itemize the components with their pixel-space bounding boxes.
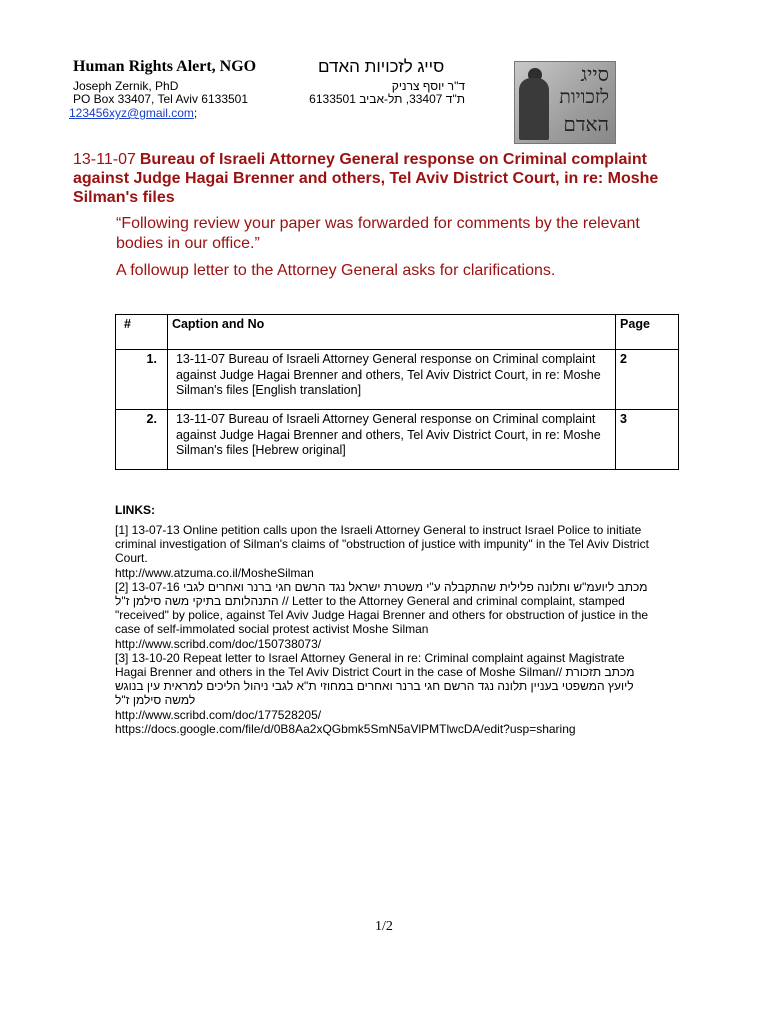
row-page: 2 — [616, 350, 679, 410]
row-num: 2. — [116, 410, 168, 470]
org-name-hebrew: סייג לזכויות האדם — [318, 57, 445, 76]
link-entry-2-url[interactable]: http://www.scribd.com/doc/150738073/ — [115, 636, 322, 651]
link-entry-2-hebrew: מכתב ליועמ"ש ותלונה פלילית שהתקבלה ע"י משטרת ישראל נגד הרשם חגי ברנר ואחרים לגבי התנהלותם בתיקי משה סילמן ז"ל — [115, 579, 648, 609]
headline-text: Bureau of Israeli Attorney General response on Criminal complaint against Judge Hagai Brenner and others, Tel Aviv District Court, in re: Moshe Silman's files — [73, 151, 659, 206]
link-entry-3-url-2[interactable]: https://docs.google.com/file/d/0B8Aa2xQGbmk5SmN5aVlPMTlwcDA/edit?usp=sharing — [115, 721, 576, 736]
org-logo — [514, 61, 616, 144]
row-page: 3 — [616, 410, 679, 470]
link-entry-1-url[interactable]: http://www.atzuma.co.il/MosheSilman — [115, 565, 314, 580]
table-header-row — [116, 315, 679, 350]
org-name-english: Human Rights Alert, NGO — [73, 58, 257, 75]
email-suffix: ; — [193, 106, 198, 120]
row-caption: 13-11-07 Bureau of Israeli Attorney General response on Criminal complaint against Judge Hagai Brenner and others, Tel Aviv District Court, in re: Moshe Silman's files [English translation] — [167, 350, 615, 410]
row-num: 1. — [116, 350, 168, 410]
contents-table — [115, 314, 679, 470]
headline-date: 13-11-07 — [73, 151, 136, 168]
email-link[interactable]: 123456xyz@gmail.com — [69, 106, 194, 120]
header-page: Page — [616, 315, 679, 350]
email-line — [69, 106, 197, 120]
header-num: # — [116, 315, 168, 350]
link-entry-2-text: // Letter to the Attorney General and criminal complaint, stamped "received" by police, against Tel Aviv Judge Hagai Brenner and others for obstruction of justice in the case of self-immolated social protest activist Moshe Silman — [115, 594, 649, 637]
quote-text: “Following review your paper was forwarded for comments by the relevant bodies in our office.” — [116, 215, 640, 252]
link-entry-3-text: [3] 13-10-20 Repeat letter to Israel Attorney General in re: Criminal complaint against Magistrate Hagai Brenner and others in the Tel Aviv District Court in the case of Moshe Silman// — [115, 650, 625, 680]
table-row — [116, 350, 679, 410]
link-entry-3-hebrew: מכתב תזכורת ליועץ המשפטי בעניין תלונה נגד הרשם חגי ברנר ואחרים במחוזי ת"א לגבי ניהול הליכים למראית עין בנוגש למשה סילמן ז"ל — [115, 665, 635, 708]
link-entry-3 — [115, 651, 655, 708]
author-name-english: Joseph Zernik, PhD — [73, 79, 179, 93]
logo-text-line2: לזכויות — [559, 86, 609, 108]
links-heading: LINKS: — [115, 503, 155, 517]
link-entry-3-url-1[interactable]: http://www.scribd.com/doc/177528205/ — [115, 707, 322, 722]
link-entry-1-text: [1] 13-07-13 Online petition calls upon the Israeli Attorney General to instruct Israel Police to initiate criminal investigation of Silman's claims of "obstruction of justice with impunity" in the Tel Aviv District Court. — [115, 523, 649, 566]
row-caption: 13-11-07 Bureau of Israeli Attorney General response on Criminal complaint against Judge Hagai Brenner and others, Tel Aviv District Court, in re: Moshe Silman's files [Hebrew original] — [167, 410, 615, 470]
document-headline — [73, 150, 683, 207]
address-hebrew: ת"ד 33407, תל-אביב 6133501 — [309, 92, 465, 106]
links-list — [115, 523, 655, 736]
link-entry-2 — [115, 580, 655, 637]
address-english: PO Box 33407, Tel Aviv 6133501 — [73, 92, 249, 106]
link-entry-2-prefix: [2] 13-07-16 — [115, 579, 180, 594]
author-name-hebrew: ד"ר יוסף צרניק — [391, 79, 465, 93]
followup-text: A followup letter to the Attorney General asks for clarifications. — [116, 262, 556, 279]
logo-text-line1: סייג — [580, 62, 609, 86]
table-row — [116, 410, 679, 470]
header-caption: Caption and No — [167, 315, 615, 350]
logo-text-line3: האדם — [563, 112, 609, 136]
page-number: 1/2 — [375, 919, 393, 934]
